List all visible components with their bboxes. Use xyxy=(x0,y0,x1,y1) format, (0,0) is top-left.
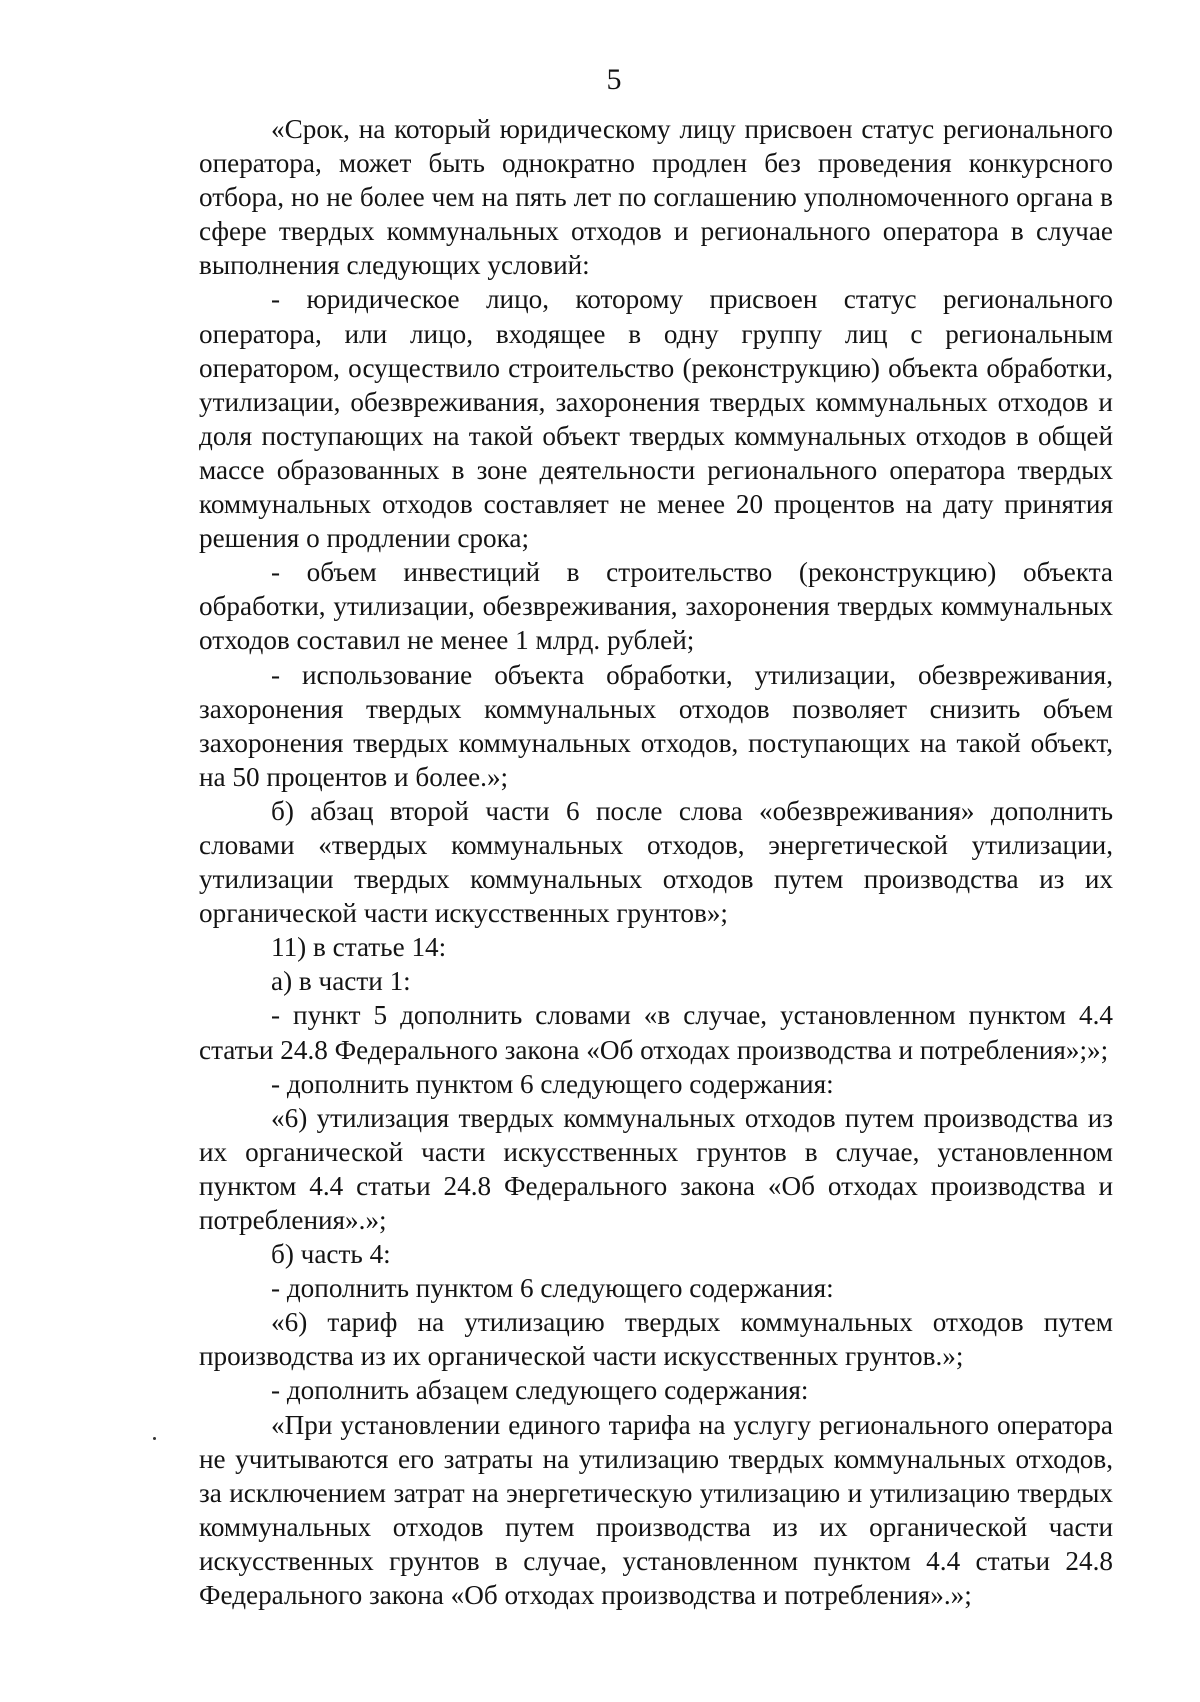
paragraph-add-item-6-part-4: - дополнить пунктом 6 следующего содержания: xyxy=(271,1273,834,1304)
document-body xyxy=(199,112,1113,1612)
paragraph-part-6-amendment: б) абзац второй части 6 после слова «обезвреживания» дополнить словами «твердых коммунальных отходов, энергетической утилизации, утилизации твердых коммунальных отходов путем производства из их органической части искусственных грунтов»; xyxy=(199,795,1113,929)
paragraph-term-extension: «Срок, на который юридическому лицу присвоен статус регионального оператора, может быть однократно продлен без проведения конкурсного отбора, но не более чем на пять лет по соглашению уполномоченного органа в сфере твердых коммунальных отходов и регионального оператора в случае выполнения следующих условий: xyxy=(199,114,1113,281)
paragraph-add-item-6: - дополнить пунктом 6 следующего содержания: xyxy=(271,1068,834,1099)
paragraph-part-4: б) часть 4: xyxy=(271,1239,391,1270)
paragraph-tariff-item-6: «6) тариф на утилизацию твердых коммунальных отходов путем производства из их органической части искусственных грунтов.»; xyxy=(199,1307,1113,1372)
paragraph-add-abzac: - дополнить абзацем следующего содержания: xyxy=(271,1375,809,1406)
paragraph-single-tariff: «При установлении единого тарифа на услугу регионального оператора не учитываются его затраты на утилизацию твердых коммунальных отходов, за исключением затрат на энергетическую утилизацию и утилизацию твердых коммунальных отходов путем производства из их органической части искусственных грунтов в случае, установленном пунктом 4.4 статьи 24.8 Федерального закона «Об отходах производства и потребления».»; xyxy=(199,1409,1113,1611)
scan-speck xyxy=(153,1437,156,1440)
paragraph-condition-reduction: - использование объекта обработки, утилизации, обезвреживания, захоронения твердых коммунальных отходов позволяет снизить объем захоронения твердых коммунальных отходов, поступающих на такой объект, на 50 процентов и более.»; xyxy=(199,659,1113,792)
paragraph-article-14: 11) в статье 14: xyxy=(271,932,447,963)
page-number: 5 xyxy=(606,63,622,96)
paragraph-condition-investment: - объем инвестиций в строительство (реконструкцию) объекта обработки, утилизации, обезвреживания, захоронения твердых коммунальных отходов составил не менее 1 млрд. рублей; xyxy=(199,557,1113,656)
paragraph-item-6-text: «6) утилизация твердых коммунальных отходов путем производства из их органической части искусственных грунтов в случае, установленном пунктом 4.4 статьи 24.8 Федерального закона «Об отходах производства и потребления».»; xyxy=(199,1102,1113,1235)
paragraph-condition-construction: - юридическое лицо, которому присвоен статус регионального оператора, или лицо, входящее в одну группу лиц с региональным оператором, осуществило строительство (реконструкцию) объекта обработки, утилизации, обезвреживания, захоронения твердых коммунальных отходов и доля поступающих на такой объект твердых коммунальных отходов в общей массе образованных в зоне деятельности регионального оператора твердых коммунальных отходов составляет не менее 20 процентов на дату принятия решения о продлении срока; xyxy=(199,284,1113,554)
paragraph-item-5: - пункт 5 дополнить словами «в случае, установленном пунктом 4.4 статьи 24.8 Федерального закона «Об отходах производства и потребления»;»; xyxy=(199,1000,1113,1065)
paragraph-part-1: а) в части 1: xyxy=(271,966,411,997)
